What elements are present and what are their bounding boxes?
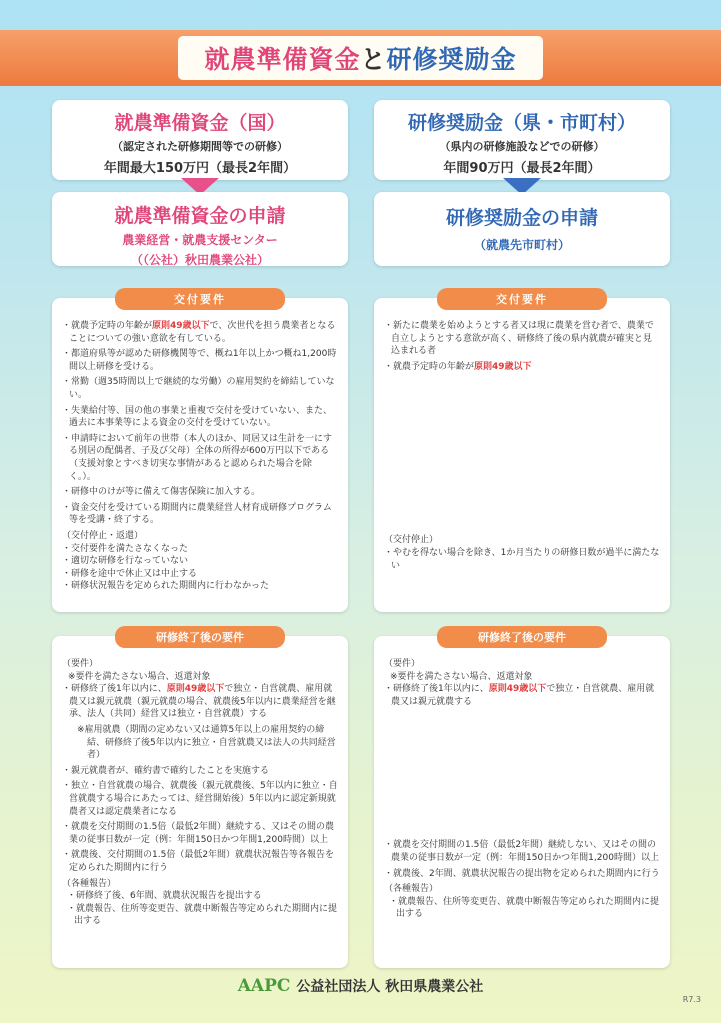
org-name: 公益社団法人 秋田県農業公社: [296, 979, 484, 995]
card-line: （（公社）秋田農業公社）: [130, 253, 269, 267]
list-item: ・就農報告、住所等変更告、就農中断報告等定められた期間内に提出する: [67, 903, 338, 927]
section-right-requirements: [374, 293, 670, 612]
list-note: ※要件を満たさない場合、返還対象: [390, 671, 533, 682]
aapc-logo: AAPC: [237, 976, 291, 996]
section-tag: 交付要件: [115, 288, 285, 310]
card-title: 研修奨励金の申請: [445, 207, 598, 229]
section-tag: 研修終了後の要件: [115, 626, 285, 648]
footer: [0, 976, 721, 996]
list-item: ・親元就農者が、確約書で確約したことを実施する: [62, 765, 270, 776]
card-title: 研修奨励金（県・市町村）: [407, 112, 636, 134]
card-line: （就農先市町村）: [473, 238, 570, 252]
list-item: ・研修終了後1年以内に、原則49歳以下で独立・自営就農、雇用就農又は親元就農する: [384, 684, 655, 707]
list-item: ・研修中のけが等に備えて傷害保険に加入する。: [62, 487, 261, 498]
card-title: 就農準備資金の申請: [114, 205, 286, 227]
list-item: ・研修を途中で休止又は中止する: [62, 568, 198, 579]
section-tag: 交付要件: [437, 288, 607, 310]
list-item: ・就農予定時の年齢が原則49歳以下で、次世代を担う農業者となることについての強い意欲を有している。: [62, 321, 336, 344]
list-heading: （各種報告）: [62, 878, 117, 889]
list-item: ・就農を交付期間の1.5倍（最低2年間）継続しない、又はその間の農業の従事日数が一定（例：年間150日かつ年間1,200時間）以上: [384, 840, 659, 863]
title-part2: 研修奨励金: [386, 45, 517, 74]
list-item: ・独立・自営就農の場合、就農後（親元就農後、5年以内に独立・自営就農する場合にあたっては、経営開始後）5年以内に認定新規就農者又は認定農業者になる: [62, 781, 338, 817]
list-heading: （要件）: [384, 659, 421, 669]
list-item: ・失業給付等、国の他の事業と重複で交付を受けていない、また、過去に本事業等による資金の交付を受けていない。: [62, 405, 333, 429]
list-item: ・やむを得ない場合を除き、1か月当たりの研修日数が過半に満たない: [384, 547, 660, 571]
card-sub: （県内の研修施設などでの研修）: [439, 140, 605, 153]
section-left-requirements: [52, 293, 348, 612]
list-item: ・就農予定時の年齢が原則49歳以下: [384, 361, 532, 372]
list-item: ・交付要件を満たさなくなった: [62, 543, 189, 554]
list-item: ・就農後、交付期間の1.5倍（最低2年間）就農状況報告等各報告を定められた期間内に行う: [62, 850, 335, 873]
list-heading: （各種報告）: [384, 884, 439, 895]
card-line: 農業経営・就農支援センター: [122, 233, 278, 247]
list-item: ・新たに農業を始めようとする者又は現に農業を営む者で、農業で自立しようとする意欲が高く、研修終了後の県内就農が確実と見込まれる者: [384, 321, 654, 357]
list-note: ※要件を満たさない場合、返還対象: [68, 671, 211, 682]
card-amount: 年間90万円（最長2年間）: [443, 161, 601, 176]
page-title: [178, 36, 543, 80]
list-item: ・就農後、2年間、就農状況報告の提出物を定められた期間内に行う: [384, 868, 660, 879]
card-title: 就農準備資金（国）: [114, 112, 286, 134]
list-item: ・研修状況報告を定められた期間内に行わなかった: [62, 581, 270, 592]
list-item: ・研修終了後1年以内に、原則49歳以下で独立・自営就農、雇用就農又は親元就農（親元就農の場合、就農後5年以内に農業経営を継承、法人（共同）経営又は独立・自営就農）する: [62, 684, 336, 720]
section-tag: 研修終了後の要件: [437, 626, 607, 648]
section-left-post: [52, 631, 348, 968]
list-heading: （要件）: [62, 659, 99, 669]
document-code: R7.3: [682, 995, 701, 1004]
list-heading: （交付停止・返還）: [62, 530, 144, 541]
section-right-post: [374, 631, 670, 968]
card-right-fund: [374, 100, 670, 180]
card-left-apply: [52, 192, 348, 266]
title-conj: と: [360, 45, 387, 74]
list-note: ※雇用就農（期間の定めない又は通算5年以上の雇用契約の締結、研修終了後5年以内に独立・自営就農又は法人の共同経営者）: [77, 724, 336, 761]
list-item: ・常勤（週35時間以上で継続的な労働）の雇用契約を締結していない。: [62, 377, 335, 400]
card-left-fund: [52, 100, 348, 180]
title-part1: 就農準備資金: [204, 45, 361, 74]
card-right-apply: [374, 192, 670, 266]
list-item: ・就農を交付期間の1.5倍（最低2年間）継続する、又はその間の農業の従事日数が一定（例：年間150日かつ年間1,200時間）以上: [62, 822, 335, 845]
list-item: ・就農報告、住所等変更告、就農中断報告等定められた期間内に提出する: [389, 896, 660, 920]
list-heading: （交付停止）: [384, 535, 439, 546]
list-item: ・適切な研修を行なっていない: [62, 556, 189, 567]
list-item: ・都道府県等が認めた研修機関等で、概ね1年以上かつ概ね1,200時間以上研修を受ける。: [62, 349, 337, 372]
card-sub: （認定された研修期間等での研修）: [112, 140, 288, 153]
card-amount: 年間最大150万円（最長2年間）: [103, 161, 297, 176]
list-item: ・研修終了後、6年間、就農状況報告を提出する: [67, 891, 262, 902]
list-item: ・資金交付を受けている期間内に農業経営人材育成研修プログラム等を受講・終了する。: [62, 502, 332, 526]
list-item: ・申請時において前年の世帯（本人のほか、同居又は生計を一にする別居の配偶者、子及び父母）全体の所得が600万円以下である（支援対象とすべき切実な事情があると認められた場合を除く。）。: [62, 433, 333, 482]
